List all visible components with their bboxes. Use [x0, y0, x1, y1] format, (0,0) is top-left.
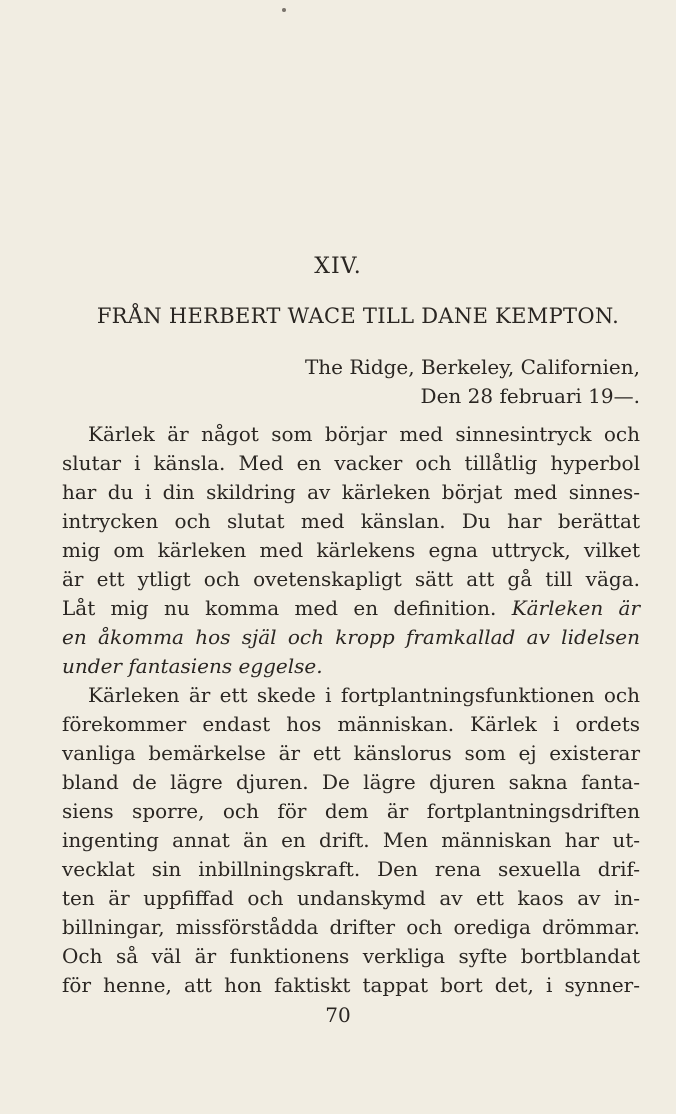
text-line: ingenting annat än en drift. Men människan har ut-: [62, 828, 640, 852]
text-line: ten är uppfiffad och undanskymd av ett kaos av in-: [62, 886, 640, 910]
text-line: intrycken och slutat med känslan. Du har berättat: [62, 509, 640, 533]
text-line: Och så väl är funktionens verkliga syfte bortblandat: [62, 944, 640, 968]
text-line-italic: Kärleken är: [511, 596, 640, 620]
text-line: förekommer endast hos människan. Kärlek i ordets: [62, 712, 640, 736]
text-line: bland de lägre djuren. De lägre djuren sakna fanta-: [62, 770, 640, 794]
text-line: mig om kärleken med kärlekens egna uttryck, vilket: [62, 538, 640, 562]
chapter-number: XIV.: [314, 254, 362, 279]
page-number: 70: [325, 1003, 351, 1027]
text-line: är ett ytligt och ovetenskapligt sätt att gå till väga.: [62, 567, 640, 591]
text-line: billningar, missförstådda drifter och oredigа drömmar.: [62, 915, 640, 939]
chapter-heading: FRÅN HERBERT WACE TILL DANE KEMPTON.: [96, 304, 620, 328]
print-speck: [282, 8, 286, 12]
text-line: siens sporre, och för dem är fortplantningsdriften: [62, 799, 640, 823]
text-line: för henne, att hon faktiskt tappat bort det, i synner-: [62, 973, 640, 997]
text-line: Kärleken är ett skede i fortplantningsfunktionen och: [88, 683, 640, 707]
text-line: har du i din skildring av kärleken börjat med sinnes-: [62, 480, 640, 504]
letter-date: Den 28 februari 19—.: [420, 384, 640, 408]
text-line-mixed: [62, 596, 640, 620]
letter-address: The Ridge, Berkeley, Californien,: [304, 355, 640, 379]
text-line: vecklat sin inbillningskraft. Den rena sexuella drif-: [62, 857, 640, 881]
text-line: slutar i känsla. Med en vacker och tillåtlig hyperbol: [62, 451, 640, 475]
text-line-roman: Låt mig nu komma med en definition.: [62, 596, 497, 620]
text-line-italic: en åkomma hos själ och kropp framkallad av lidelsen: [62, 625, 640, 649]
text-line-italic: under fantasiens eggelse.: [62, 654, 323, 678]
text-line: Kärlek är något som börjar med sinnesintryck och: [88, 422, 640, 446]
text-line: vanliga bemärkelse är ett känslorus som ej existerar: [62, 741, 640, 765]
